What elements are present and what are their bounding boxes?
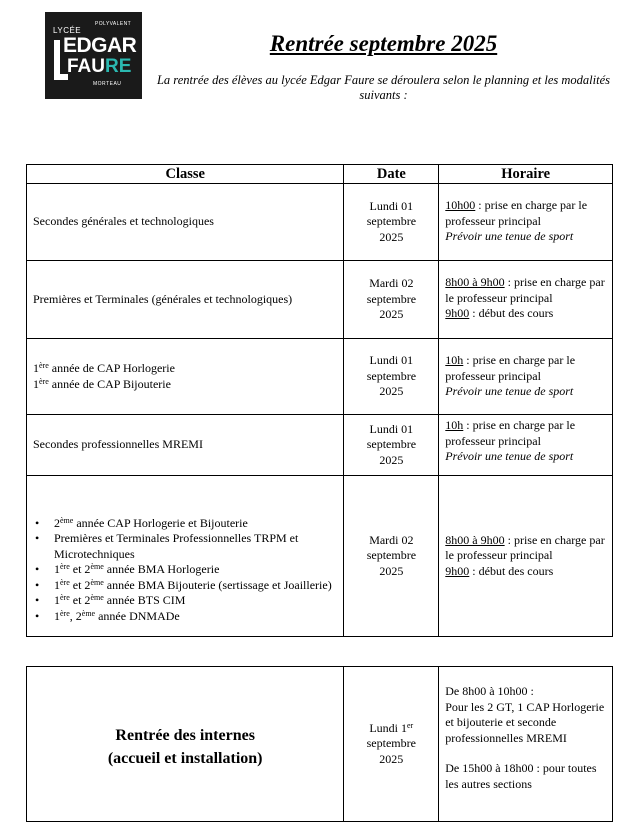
list-item: • 1ère et 2ème année BMA Horlogerie <box>54 562 337 578</box>
row-date: Lundi 01 septembre 2025 <box>344 339 439 415</box>
page-title: Rentrée septembre 2025 <box>269 31 498 56</box>
intro-text: La rentrée des élèves au lycée Edgar Faure se déroulera selon le planning et les modalités suivants : <box>156 73 610 102</box>
row-date: Lundi 01 septembre 2025 <box>344 415 439 476</box>
schedule-table <box>26 164 613 637</box>
row-classe <box>27 476 344 637</box>
internes-table <box>26 666 613 822</box>
row-horaire: 10h00 : prise en charge par le professeur principal Prévoir une tenue de sport <box>439 184 613 261</box>
internes-label: Rentrée des internes (accueil et installation) <box>27 667 344 822</box>
internes-horaire: De 8h00 à 10h00 : Pour les 2 GT, 1 CAP Horlogerie et bijouterie et seconde professionnelles MREMI De 15h00 à 18h00 : pour toutes les autres sections <box>439 667 613 822</box>
row-classe: 1ère année de CAP Horlogerie 1ère année de CAP Bijouterie <box>27 339 344 415</box>
logo-edgar-text: EDGAR <box>63 34 137 57</box>
table-row <box>27 415 613 476</box>
logo-lycee-text: LYCÉE <box>53 26 82 35</box>
table-row <box>27 184 613 261</box>
table-header-row <box>27 165 613 184</box>
logo-l-foot <box>54 74 68 80</box>
row-horaire: 8h00 à 9h00 : prise en charge par le professeur principal 9h00 : début des cours <box>439 476 613 637</box>
row-date: Lundi 01 septembre 2025 <box>344 184 439 261</box>
header-date: Date <box>344 165 439 184</box>
header-horaire: Horaire <box>439 165 613 184</box>
row-horaire: 8h00 à 9h00 : prise en charge par le professeur principal 9h00 : début des cours <box>439 261 613 339</box>
logo-faure-text: FAURE <box>67 56 132 77</box>
row-horaire: 10h : prise en charge par le professeur principal Prévoir une tenue de sport <box>439 415 613 476</box>
list-item: • 1ère, 2ème année DNMADe <box>54 609 337 625</box>
list-item: • 2ème année CAP Horlogerie et Bijouterie <box>54 516 337 532</box>
row-classe: Secondes professionnelles MREMI <box>27 415 344 476</box>
row-classe: Secondes générales et technologiques <box>27 184 344 261</box>
list-item: • Premières et Terminales Professionnelles TRPM et Microtechniques <box>54 531 337 562</box>
row-date: Mardi 02 septembre 2025 <box>344 261 439 339</box>
logo-polyvalent-text: POLYVALENT <box>95 21 132 27</box>
internes-row <box>27 667 613 822</box>
table-row <box>27 339 613 415</box>
logo-morteau-text: MORTEAU <box>93 81 122 87</box>
internes-date: Lundi 1er septembre 2025 <box>344 667 439 822</box>
list-item: • 1ère et 2ème année BMA Bijouterie (sertissage et Joaillerie) <box>54 578 337 594</box>
row-horaire: 10h : prise en charge par le professeur principal Prévoir une tenue de sport <box>439 339 613 415</box>
table-row <box>27 476 613 637</box>
header-classe: Classe <box>27 165 344 184</box>
list-item: • 1ère et 2ème année BTS CIM <box>54 593 337 609</box>
row-date: Mardi 02 septembre 2025 <box>344 476 439 637</box>
table-row <box>27 261 613 339</box>
school-logo <box>45 12 142 99</box>
row-classe: Premières et Terminales (générales et technologiques) <box>27 261 344 339</box>
